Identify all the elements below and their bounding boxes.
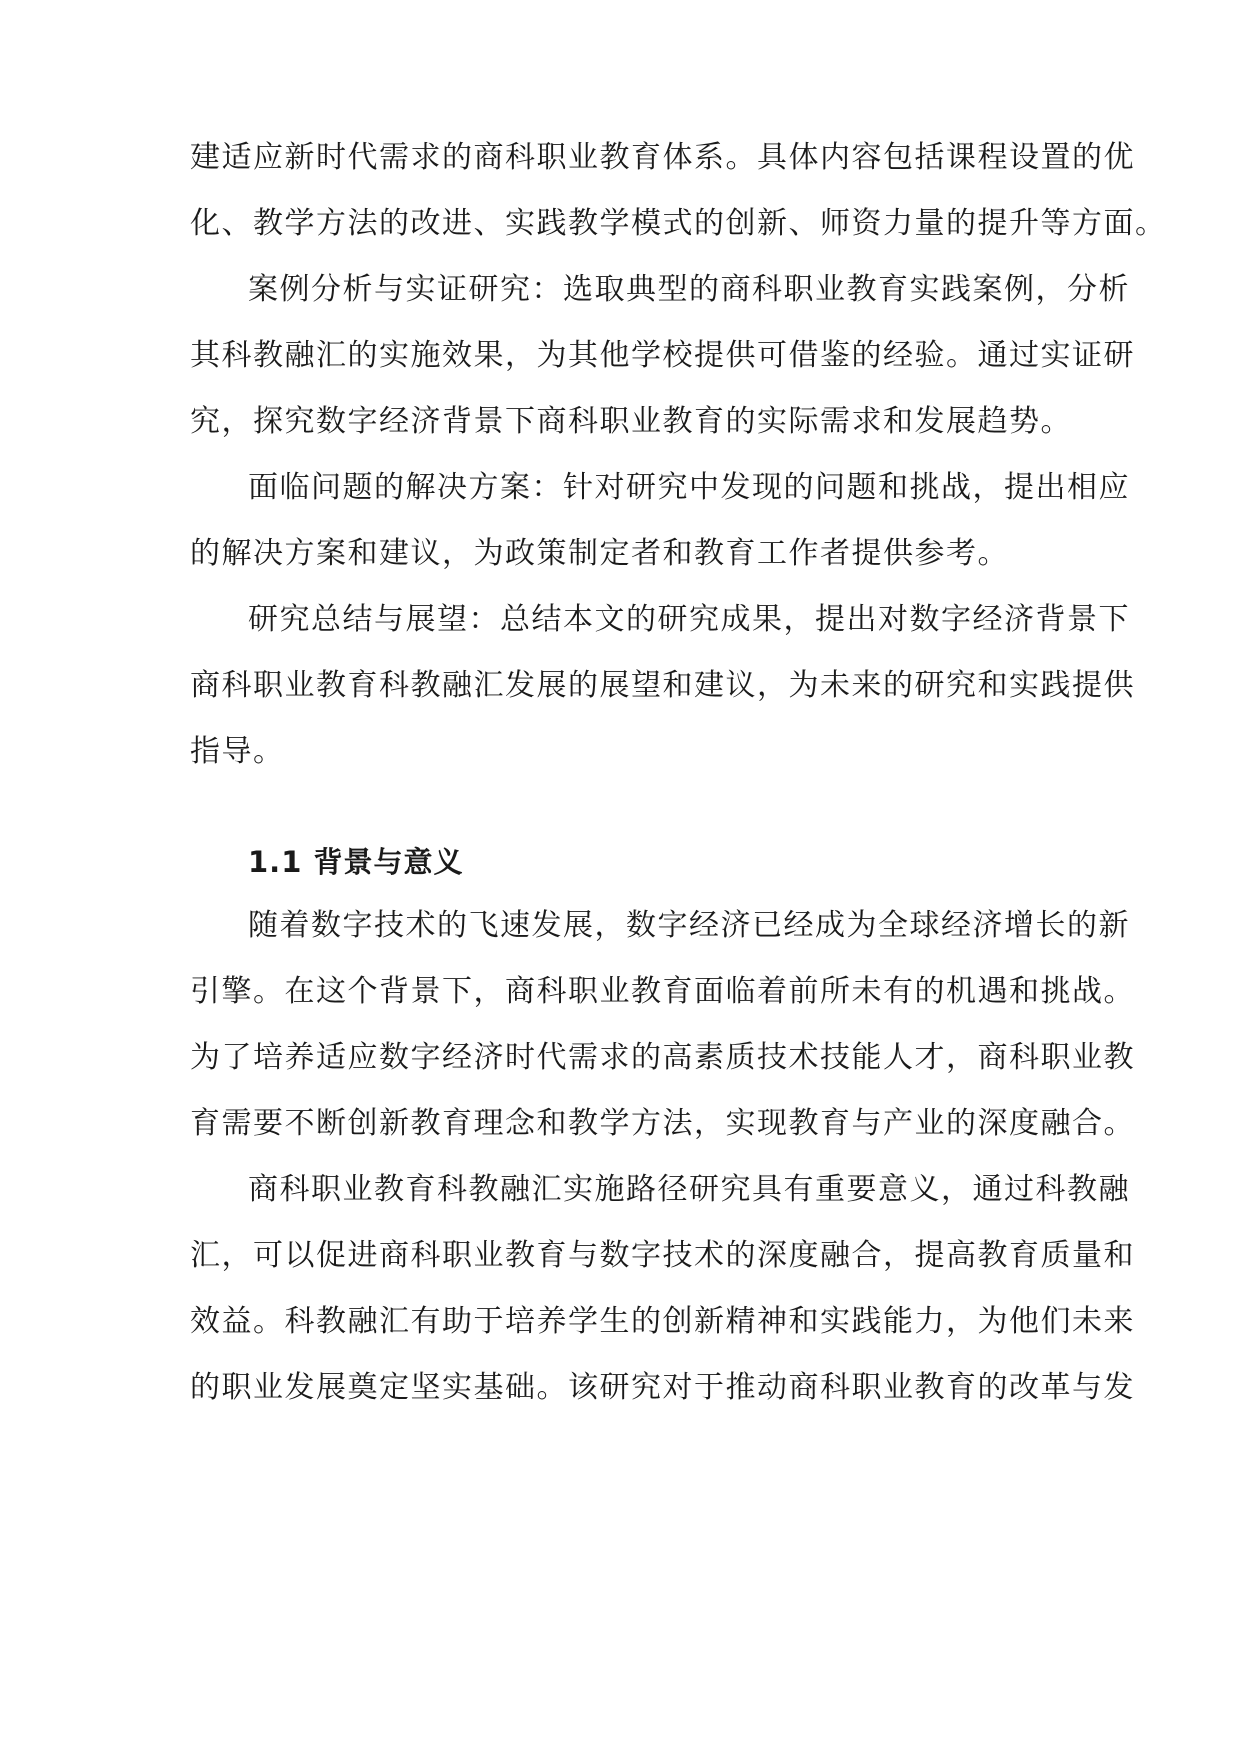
paragraph-line: 引擎。在这个背景下，商科职业教育面临着前所未有的机遇和挑战。 xyxy=(190,974,1135,1009)
paragraph-line: 为了培养适应数字经济时代需求的高素质技术技能人才，商科职业教 xyxy=(190,1040,1135,1075)
paragraph-line: 的解决方案和建议，为政策制定者和教育工作者提供参考。 xyxy=(190,536,1009,571)
paragraph-line: 汇，可以促进商科职业教育与数字技术的深度融合，提高教育质量和 xyxy=(190,1238,1135,1273)
paragraph-line: 研究总结与展望：总结本文的研究成果，提出对数字经济背景下 xyxy=(248,602,1130,637)
paragraph-line: 商科职业教育科教融汇实施路径研究具有重要意义，通过科教融 xyxy=(248,1172,1130,1207)
paragraph-line: 商科职业教育科教融汇发展的展望和建议，为未来的研究和实践提供 xyxy=(190,668,1135,703)
paragraph-line: 案例分析与实证研究：选取典型的商科职业教育实践案例，分析 xyxy=(248,272,1130,307)
section-heading: 1.1 背景与意义 xyxy=(248,845,464,879)
paragraph-line: 面临问题的解决方案：针对研究中发现的问题和挑战，提出相应 xyxy=(248,470,1130,505)
paragraph-line: 究，探究数字经济背景下商科职业教育的实际需求和发展趋势。 xyxy=(190,404,1072,439)
paragraph-line: 效益。科教融汇有助于培养学生的创新精神和实践能力，为他们未来 xyxy=(190,1304,1135,1339)
paragraph-line: 育需要不断创新教育理念和教学方法，实现教育与产业的深度融合。 xyxy=(190,1106,1135,1141)
paragraph-line: 随着数字技术的飞速发展，数字经济已经成为全球经济增长的新 xyxy=(248,908,1130,943)
paragraph-line: 指导。 xyxy=(190,734,285,769)
paragraph-line: 的职业发展奠定坚实基础。该研究对于推动商科职业教育的改革与发 xyxy=(190,1370,1135,1405)
paragraph-line: 化、教学方法的改进、实践教学模式的创新、师资力量的提升等方面。 xyxy=(190,206,1167,241)
paragraph-line: 其科教融汇的实施效果，为其他学校提供可借鉴的经验。通过实证研 xyxy=(190,338,1135,373)
paragraph-line: 建适应新时代需求的商科职业教育体系。具体内容包括课程设置的优 xyxy=(190,140,1135,175)
